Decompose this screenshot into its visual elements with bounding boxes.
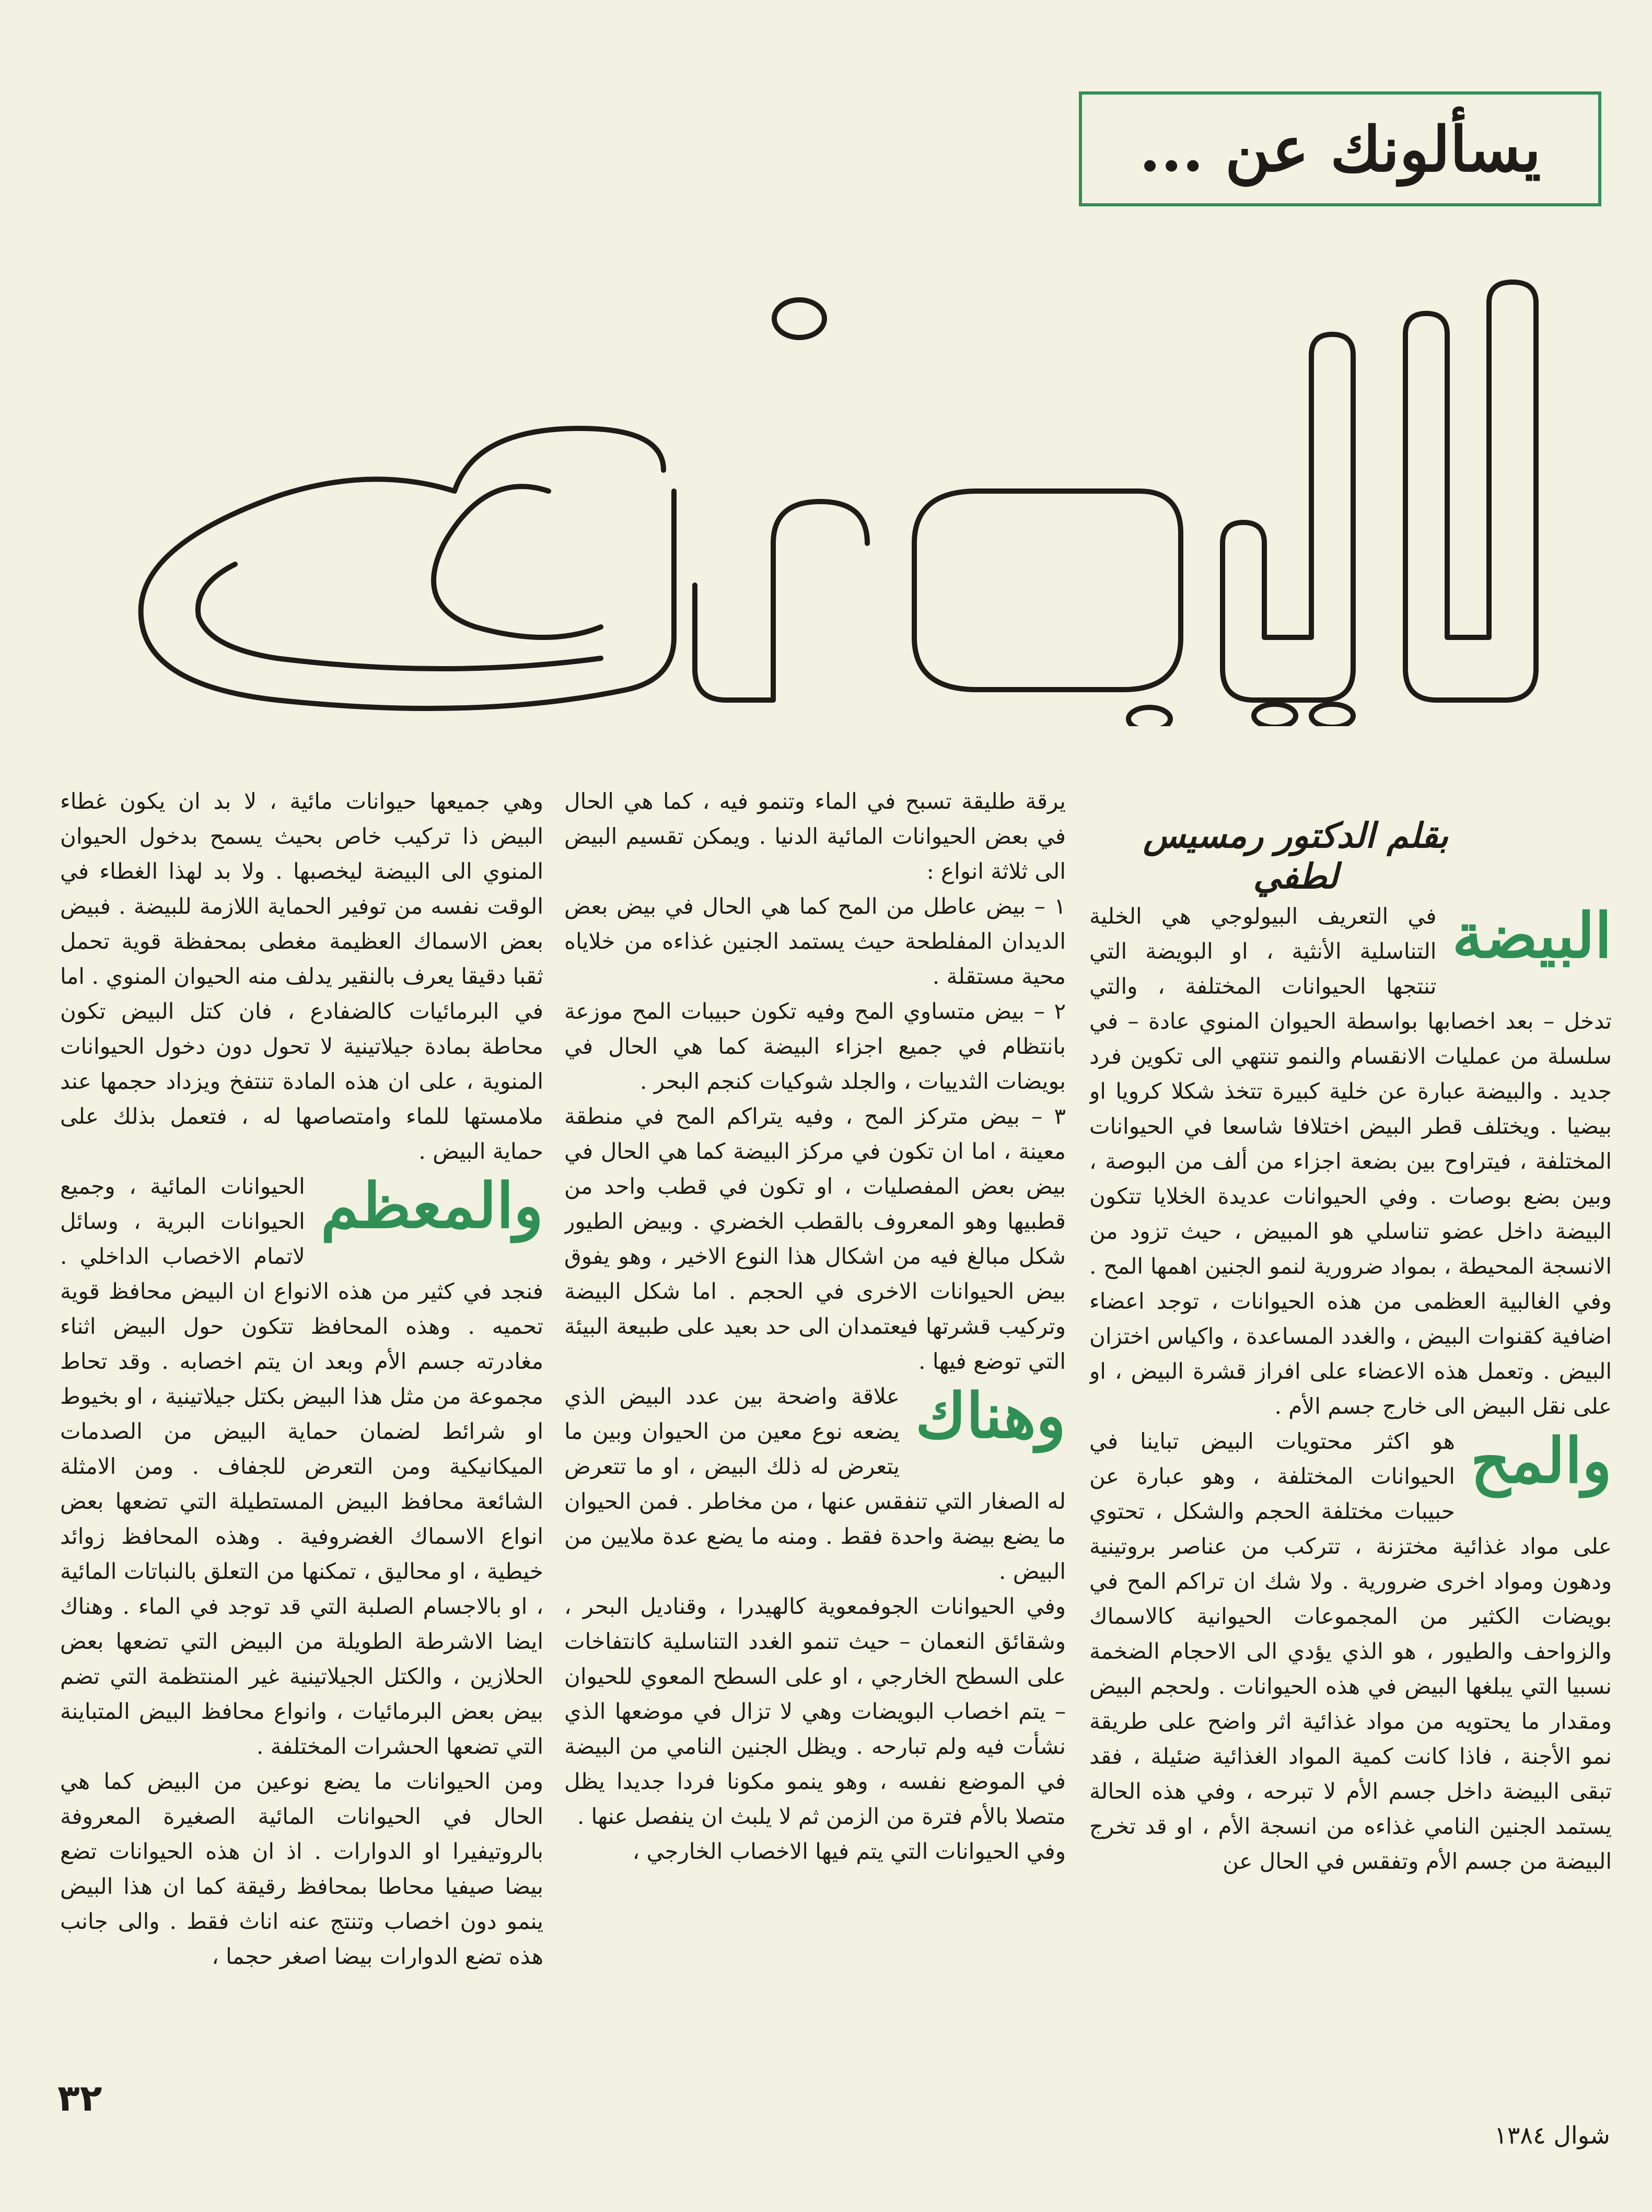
column-left — [60, 784, 543, 2069]
author-byline: بقلم الدكتور رمسيس لطفي — [1143, 815, 1449, 897]
column-right — [1089, 899, 1612, 2069]
paragraph: وفي الحيوانات الجوفمعوية كالهيدرا ، وقناديل البحر ، وشقائق النعمان – حيث تنمو الغدد التناسلية كانتفاخات على السطح الخارجي ، او على السطح المعوي للحيوان – يتم اخصاب البويضات وهي لا تزال في موضعها الذي نشأت فيه ولم تبارحه . ويظل الجنين النامي من البيضة في الموضع نفسه ، وهو ينمو مكونا فردا جديدا يظل متصلا بالأم فترة من الزمن ثم لا يلبث ان ينفصل عنها . — [564, 1593, 1066, 1829]
main-title-outline — [78, 272, 1614, 726]
series-title: يسألونك عن ... — [1139, 112, 1541, 185]
column-middle — [564, 784, 1066, 2069]
issue-date: شوال ١٣٨٤ — [1494, 2121, 1610, 2149]
paragraph: ٣ – بيض متركز المح ، وفيه يتراكم المح في منطقة معينة ، اما ان تكون في مركز البيضة كما هي الحال في بيض بعض المفصليات ، او تكون في قطب واحد من قطبيها وهو المعروف بالقطب الخضري . وبيض الطيور شكل مبالغ فيه من اشكال هذا النوع الاخير ، وهو يفوق بيض الحيوانات الاخرى في الحجم . اما شكل البيضة وتركيب قشرتها فيعتمدان الى حد بعيد على طبيعة البيئة التي توضع فيها . — [564, 1103, 1066, 1374]
paragraph: في التعريف البيولوجي هي الخلية التناسلية الأنثية ، او البويضة التي تنتجها الحيوانات المختلفة ، والتي تدخل – بعد اخصابها بواسطة الحيوان المنوي عادة – في سلسلة من عمليات الانقسام والنمو تنتهي الى تكوين فرد جديد . والبيضة عبارة عن خلية كبيرة تتخذ شكلا كرويا او بيضيا . ويختلف قطر البيض اختلافا شاسعا في الحيوانات المختلفة ، فيتراوح بين بضعة اجزاء من ألف من البوصة ، وبين بضع بوصات . وفي الحيوانات عديدة الخلايا تتكون البيضة داخل عضو تناسلي هو المبيض ، حيث تزود من الانسجة المحيطة ، بمواد ضرورية لنمو الجنين اهمها المح . وفي الغالبية العظمى من هذه الحيوانات ، توجد اعضاء اضافية كقنوات البيض ، والغدد المساعدة ، واكياس اختزان البيض . وتعمل هذه الاعضاء على افراز قشرة البيض ، او على نقل البيض الى خارج جسم الأم . — [1089, 903, 1612, 1419]
section-heading-egg: البيضة — [1452, 899, 1612, 972]
section-heading-most: والمعظم — [320, 1169, 543, 1242]
paragraph: وهي جميعها حيوانات مائية ، لا بد ان يكون غطاء البيض ذا تركيب خاص بحيث يسمح بدخول الحيوان المنوي الى البيضة ليخصبها . ولا بد لهذا الغطاء في الوقت نفسه من توفير الحماية اللازمة للبيضة . فبيض بعض الاسماك العظيمة مغطى بمحفظة قوية تحمل ثقبا دقيقا يعرف بالنقير يدلف منه الحيوان المنوي . اما في البرمائيات كالضفادع ، فان كتل البيض تكون محاطة بمادة جيلاتينية لا تحول دون دخول الحيوانات المنوية ، على ان هذه المادة تنتفخ ويزداد حجمها عند ملامستها للماء وامتصاصها له ، فتعمل بذلك على حماية البيض . — [60, 788, 543, 1164]
paragraph: علاقة واضحة بين عدد البيض الذي يضعه نوع معين من الحيوان وبين ما يتعرض له ذلك البيض ، او ما تتعرض له الصغار التي تنفقس عنها ، من مخاطر . فمن الحيوان ما يضع بيضة واحدة فقط . ومنه ما يضع عدة ملايين من البيض . — [564, 1383, 1066, 1584]
section-heading-yolk: والمح — [1470, 1424, 1612, 1497]
paragraph: ومن الحيوانات ما يضع نوعين من البيض كما هي الحال في الحيوانات المائية الصغيرة المعروفة بالروتيفيرا او الدوارات . اذ ان هذه الحيوانات تضع بيضا صيفيا محاطا بمحافظ رقيقة كما ان هذا البيض ينمو دون اخصاب وتنتج عنه اناث فقط . والى جانب هذه تضع الدوارات بيضا اصغر حجما ، — [60, 1768, 543, 1969]
page-number: ٣٢ — [57, 2077, 102, 2120]
paragraph: ٢ – بيض متساوي المح وفيه تكون حبيبات المح موزعة بانتظام في جميع اجزاء البيضة كما هي الحال في بويضات الثدييات ، والجلد شوكيات كنجم البحر . — [564, 998, 1066, 1094]
paragraph: هو اكثر محتويات البيض تباينا في الحيوانات المختلفة ، وهو عبارة عن حبيبات مختلفة الحجم والشكل ، تحتوي على مواد غذائية مختزنة ، تتركب من عناصر بروتينية ودهون ومواد اخرى ضرورية . ولا شك ان تراكم المح في بويضات الكثير من المجموعات الحيوانية كالاسماك والزواحف والطيور ، هو الذي يؤدي الى الاحجام الضخمة نسبيا التي يبلغها البيض في هذه الحيوانات . ولحجم البيض ومقدار ما يحتويه من مواد غذائية اثر واضح على طريقة نمو الأجنة ، فاذا كانت كمية المواد الغذائية ضئيلة ، فقد تبقى البيضة داخل جسم الأم لا تبرحه ، وفي هذه الحالة يستمد الجنين النامي غذاءه من انسجة الأم ، او قد تخرج البيضة من جسم الأم وتفقس في الحال عن — [1089, 1428, 1612, 1874]
paragraph: ١ – بيض عاطل من المح كما هي الحال في بيض بعض الديدان المفلطحة حيث يستمد الجنين غذاءه من خلاياه محية مستقلة . — [564, 893, 1066, 989]
paragraph: الحيوانات المائية ، وجميع الحيوانات البرية ، وسائل لاتمام الاخصاب الداخلي . فنجد في كثير من هذه الانواع ان البيض محافظ قوية تحميه . وهذه المحافظ تتكون حول البيض اثناء مغادرته جسم الأم وبعد ان يتم اخصابه . وقد تحاط مجموعة من مثل هذا البيض بكتل جيلاتينية ، او بخيوط او شرائط لضمان حماية البيض من الصدمات الميكانيكية ومن التعرض للجفاف . ومن الامثلة الشائعة محافظ البيض المستطيلة التي تضعها بعض انواع الاسماك الغضروفية . وهذه المحافظ زوائد خيطية ، او محاليق ، تمكنها من التعلق بالنباتات المائية ، او بالاجسام الصلبة التي قد توجد في الماء . وهناك ايضا الاشرطة الطويلة من البيض التي تضعها بعض الحلازين ، والكتل الجيلاتينية غير المنتظمة التي تضم بيض بعض البرمائيات ، وانواع محافظ البيض المتباينة التي تضعها الحشرات المختلفة . — [60, 1173, 543, 1759]
section-heading-there-is: وهناك — [915, 1379, 1066, 1452]
main-title — [78, 272, 1614, 726]
paragraph: يرقة طليقة تسبح في الماء وتنمو فيه ، كما هي الحال في بعض الحيوانات المائية الدنيا . ويمكن تقسيم البيض الى ثلاثة انواع : — [564, 788, 1066, 884]
series-title-box — [1079, 91, 1601, 206]
paragraph: وفي الحيوانات التي يتم فيها الاخصاب الخارجي ، — [632, 1838, 1066, 1864]
